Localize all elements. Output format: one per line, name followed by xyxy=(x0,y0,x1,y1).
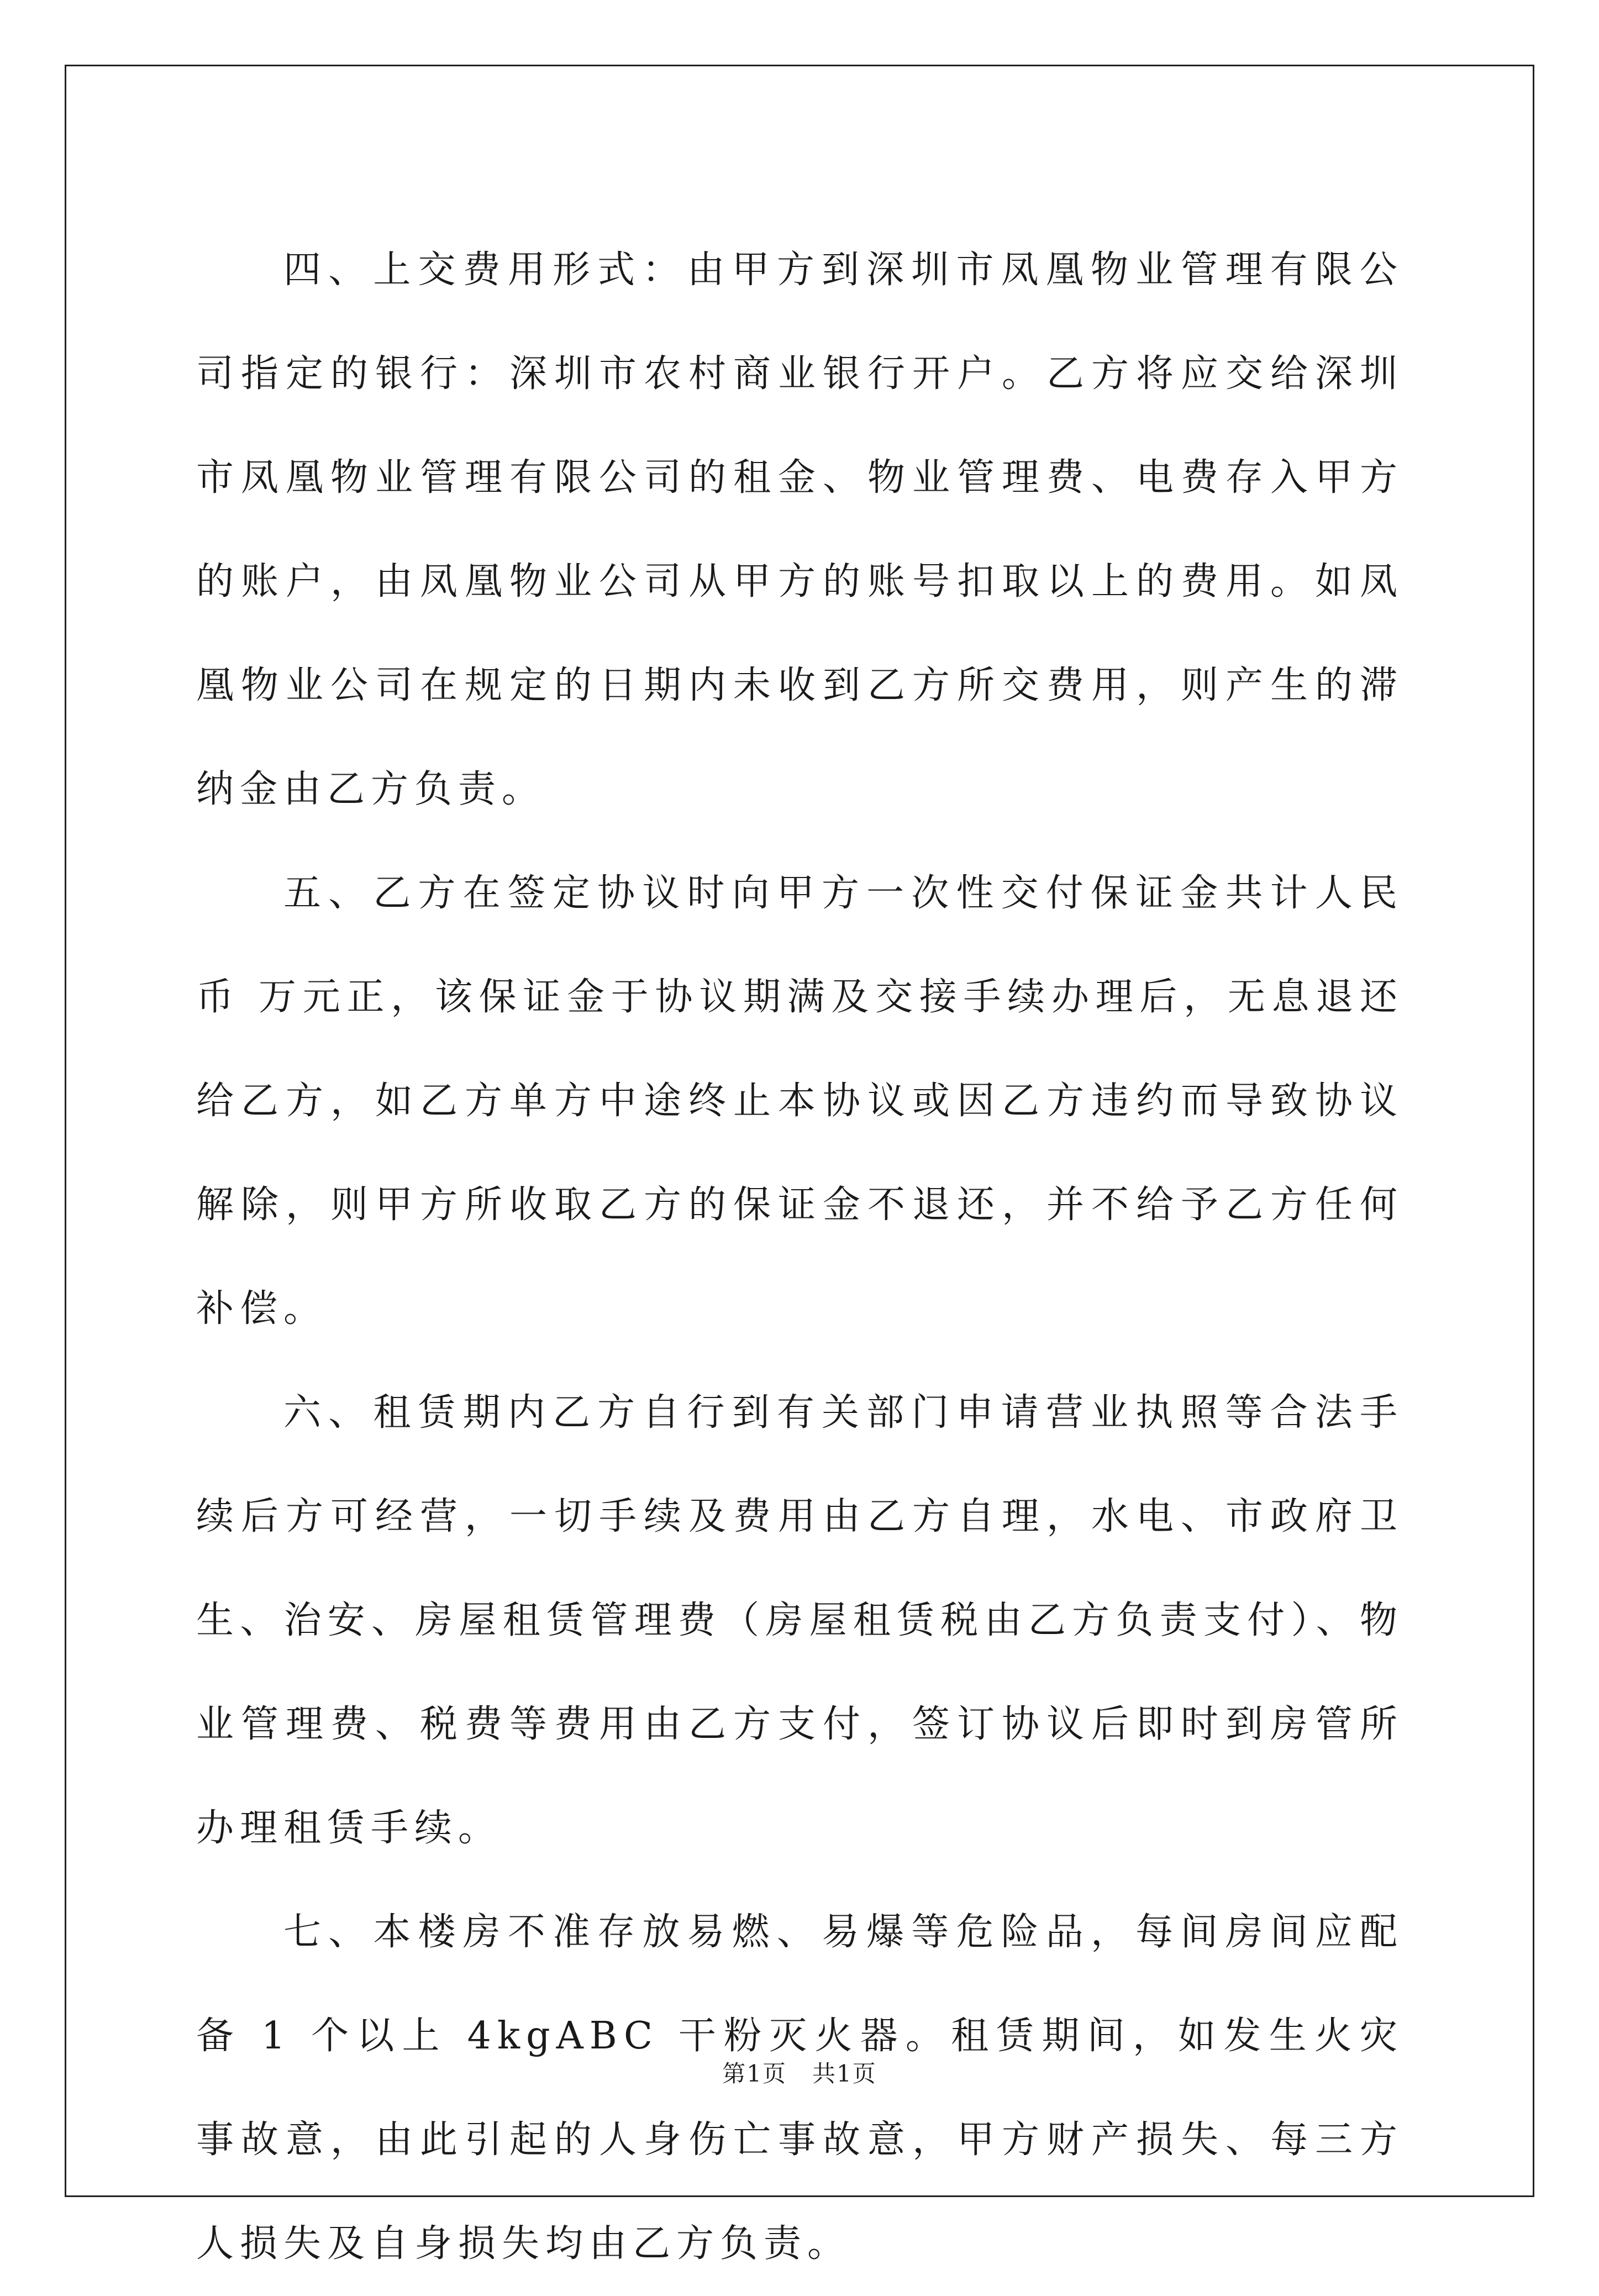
clause-four: 四、上交费用形式：由甲方到深圳市凤凰物业管理有限公司指定的银行：深圳市农村商业银行开户。乙方将应交给深圳市凤凰物业管理有限公司的租金、物业管理费、电费存入甲方的账户，由凤凰物业公司从甲方的账号扣取以上的费用。如凤凰物业公司在规定的日期内未收到乙方所交费用，则产生的滞纳金由乙方负责。 xyxy=(196,248,1403,811)
document-body xyxy=(196,218,1403,2296)
clause-seven: 七、本楼房不准存放易燃、易爆等危险品，每间房间应配备 1 个以上 4kgABC 干粉灭火器。租赁期间，如发生火灾事故意，由此引起的人身伤亡事故意，甲方财产损失、每三方人损失及自身损失均由乙方负责。 xyxy=(196,1910,1403,2266)
page-number: 第1页 xyxy=(722,2060,787,2087)
clause-six: 六、租赁期内乙方自行到有关部门申请营业执照等合法手续后方可经营，一切手续及费用由乙方自理，水电、市政府卫生、治安、房屋租赁管理费（房屋租赁税由乙方负责支付）、物业管理费、税费等费用由乙方支付，签订协议后即时到房管所办理租赁手续。 xyxy=(196,1391,1403,1850)
clause-five: 五、乙方在签定协议时向甲方一次性交付保证金共计人民币 万元正，该保证金于协议期满及交接手续办理后，无息退还给乙方，如乙方单方中途终止本协议或因乙方违约而导致协议解除，则甲方所收取乙方的保证金不退还，并不给予乙方任何补偿。 xyxy=(196,871,1403,1331)
page-total: 共1页 xyxy=(812,2060,877,2087)
page-footer xyxy=(0,2056,1599,2089)
